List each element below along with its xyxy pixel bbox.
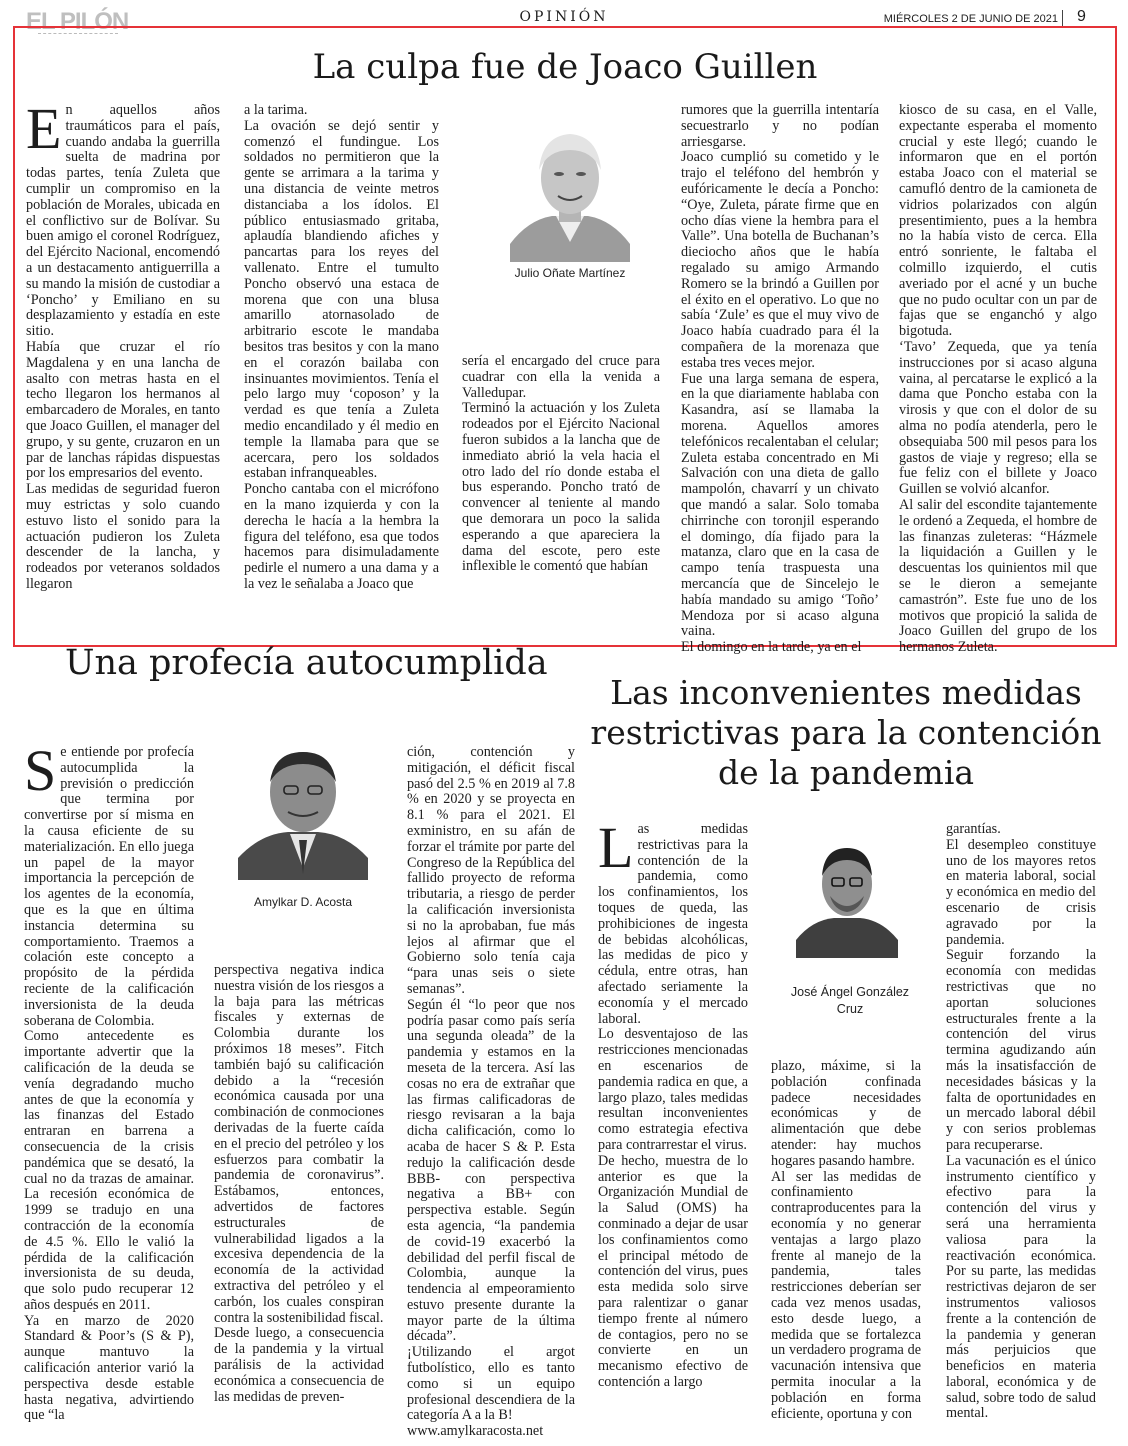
paragraph: plazo, máxime, si la población confinada padece necesidades económicas y de alimentación que debe atender: hay muchos hogares pasando hambre. [771, 1058, 921, 1169]
author-byline: Amylkar D. Acosta [253, 895, 353, 909]
article-column-5 [899, 103, 1097, 656]
paragraph: kiosco de su casa, en el Valle, expectante esperaba el momento crucial y este llegó; cuando le informaron que en el portón estaba Joaco con el material se camufló dentro de la camioneta de vidrios polarizados con algún presentimiento, pues a la hembra no la había visto de cerca. Ella entró sonriente, le faltaba el colmillo izquierdo, el cutis averiado por el acné y un buche que no pudo ocultar con un par de fajas que se enganchó y algo bigotuda. [899, 102, 1097, 340]
drop-cap: S [24, 738, 57, 803]
website-link[interactable]: www.amylkaracosta.net [407, 1423, 544, 1440]
paragraph: Lo desventajoso de las restricciones mencionadas en escenarios de pandemia radica en que, a largo plazo, tales medidas resultan inconvenientes como estrategia efectiva para contrarrestar el virus. [598, 1026, 748, 1153]
author-photo [238, 742, 368, 880]
paragraph: De hecho, muestra de lo anterior es que la Organización Mundial de la Salud (OMS) ha conminado a dejar de usar los confinamientos como el principal método de contención del virus, pues esta medida solo sirve para ralentizar o ganar tiempo frente al número de contagios, pero no se convierte en un mecanismo efectivo de contención a largo [598, 1152, 748, 1390]
paragraph: e entiende por profecía autocumplida la previsión o predicción que termina por convertirse por sí misma en la causa eficiente de su materialización. En ello juega un papel de la mayor importancia la percepción de los agentes de la economía, que es la que en última instancia determina su comportamiento. Traemos a colación este concepto a propósito de la pérdida reciente de la calificación inversionista de la deuda soberana de Colombia. [24, 744, 194, 1029]
issue-date: MIÉRCOLES 2 DE JUNIO DE 2021 [883, 13, 1058, 25]
paragraph: as medidas restrictivas para la contención de la pandemia, como los confinamientos, los toques de queda, las prohibiciones de ingesta de bebidas alcohólicas, las medidas de pico y cédula, entre otras, han afectado seriamente la economía y el mercado laboral. [598, 821, 748, 1027]
newspaper-logo: EL PILÓN [26, 8, 129, 35]
author-photo [796, 840, 898, 958]
author-byline [770, 984, 930, 1018]
paragraph: ción, contención y mitigación, el déficit fiscal pasó del 2.5 % en 2019 al 7.8 % en 2020 y se proyecta en 8.1 % para el 2021. El exministro, en su afán de forzar el trámite por parte del Congreso de la República del fallido proyecto de reforma tributaria, a riesgo de perder la calificación inversionista si no la aprobaban, fue más lejos al afirmar que el Gobierno solo tenía caja “para unas seis o siete semanas”. [407, 744, 575, 997]
paragraph: La vacunación es el único instrumento científico y efectivo para la contención del virus y será una herramienta valiosa para la reactivación económica. Por su parte, las medidas restrictivas dejaron de ser instrumentos valiosos frente a la contención de la pandemia y generan más perjuicios que beneficios en materia laboral, económica y de salud, sobre todo de salud mental. [946, 1152, 1096, 1422]
paragraph: El desempleo constituye uno de los mayores retos en materia laboral, social y económica en medio del escenario de crisis agravado por la pandemia. [946, 836, 1096, 948]
paragraph: Como antecedente es importante advertir que la calificación de la deuda se venía degradando mucho antes de que la economía y las finanzas del Estado entraran en barrena a consecuencia de la crisis pandémica que se desató, la cual no da trazas de amainar. La recesión económica de 1999 se tradujo en una contracción de la economía de 4.5 %. Ello le valió la pérdida de la calificación inversionista de su deuda, que solo pudo recuperar 12 años después en 2011. [24, 1028, 194, 1313]
author-byline: Julio Oñate Martínez [514, 266, 626, 280]
article-column-4 [681, 103, 879, 656]
paragraph: Seguir forzando la economía con medidas restrictivas que no aportan soluciones estructurales frente a la contención del virus termina agudizando aún más la insatisfacción de necesidades básicas y la falta de oportunidades en un mercado laboral débil y con serios problemas para recuperarse. [946, 947, 1096, 1153]
paragraph: a la tarima. [244, 102, 308, 118]
title-line: Las inconvenientes medidas [610, 673, 1082, 712]
paragraph: Desde luego, a consecuencia de la pandemia y la virtual parálisis de la actividad económica a consecuencia de las medidas de preven- [214, 1325, 384, 1405]
author-photo [510, 122, 630, 262]
article-column-3 [462, 354, 660, 575]
article-column-3 [946, 822, 1096, 1422]
paragraph: garantías. [946, 821, 1001, 837]
article-title [590, 673, 1102, 793]
paragraph: Terminó la actuación y los Zuleta rodeados por el Ejército Nacional fueron subidos a la lancha que de inmediato abrió la vela hacia el otro lado del río donde estaba el bus esperando. Poncho trató de convencer al teniente al mando que demorara un poco la salida esperando a que apareciera la dama del escote, pero este inflexible le comentó que habían [462, 400, 660, 575]
article-title: Una profecía autocumplida [65, 643, 548, 683]
article-column-3 [407, 745, 575, 1440]
paragraph: Fue una larga semana de espera, en la que diariamente hablaba con Kasandra, así se llamaba la morena. Aquellos amores telefónicos recalentaban el celular; Zuleta estaba concentrado en Mi Salvación con una dieta de gallo mampolón, chavarrí y un chivato que mandó a salar. Solo tomaba chirrinche con toronjil esperando el domingo, día fijado para la matanza, claro que en la casa de campo tenía traspuesta una mercancía que de Sincelejo le había mandado su amigo ‘Toño’ Mendoza por si acaso alguna vaina. [681, 370, 879, 640]
author-name-line: José Ángel González [790, 985, 910, 999]
paragraph: perspectiva negativa indica nuestra visión de los riesgos a la baja para las métricas fiscales y externas de Colombia durante los próximos 18 meses”. Fitch también bajó su calificación debido a la “recesión económica causada por una combinación de conmociones derivadas de la fuerte caída en el precio del petróleo y los esfuerzos para combatir la pandemia de coronavirus”. Estábamos, entonces, advertidos de factores estructurales de vulnerabilidad ligados a la excesiva dependencia de la economía de la actividad extractiva del petróleo y el carbón, los cuales conspiran contra la sostenibilidad fiscal. [214, 962, 384, 1326]
paragraph: Joaco cumplió su cometido y le trajo el teléfono del hembrón y eufóricamente le decía a Poncho: “Oye, Zuleta, párate firme que en ocho días viene la hembra para el Valle”. Una botella de Buchanan’s dieciocho años que le había regalado su amigo Armando Romero se la brindó a Guillen por el éxito en el operativo. Lo que no sabía ‘Zule’ es que el muy vivo de Joaco había cuadrado para él la compañera de la morenaza que estaba tres veces mejor. [681, 149, 879, 371]
paragraph: ¡Utilizando el argot futbolístico, ello es tanto como si un equipo profesional descendiera de la categoría A a la B! [407, 1344, 575, 1424]
paragraph: Ya en marzo de 2020 Standard & Poor’s (S & P), aunque mantuvo la calificación anterior varió la perspectiva desde estable hasta negativa, advirtiendo que “la [24, 1312, 194, 1424]
header-divider [1062, 10, 1063, 26]
title-line: de la pandemia [717, 753, 975, 792]
paragraph: Al salir del escondite tajantemente le ordenó a Zequeda, el hombre de las finanzas zuleteras: “Házmele la liquidación a Guillen y le descuentas los quinientos mil que se le dieron a semejante camastrón”. Este fue uno de los motivos que propició la salida de Joaco Guillen del grupo de los hermanos Zuleta. [899, 496, 1097, 656]
paragraph: Las medidas de seguridad fueron muy estrictas y solo cuando estuvo listo el sonido para la actuación pudieron los Zuleta descender de la lancha, y rodeados por veteranos soldados llegaron [26, 481, 220, 592]
article-column-1 [598, 815, 748, 1391]
article-column-1 [26, 96, 220, 593]
paragraph: n aquellos años traumáticos para el país, cuando andaba la guerrilla suelta de madrina por todas partes, tenía Zuleta que cumplir un compromiso en la población de Morales, ubicada en el conflictivo sur de Bolívar. Su buen amigo el coronel Rodríguez, del Ejército Nacional, encomendó a un destacamento antiguerrilla a su mando la misión de custodiar a ‘Poncho’ y Emiliano en su desplazamiento y estadía en este sitio. [26, 102, 220, 340]
author-name-line: Cruz [836, 1002, 864, 1016]
page-number: 9 [1077, 8, 1086, 25]
paragraph: Había que cruzar el río Magdalena y en una lancha de asalto con metras hasta en el techo llegaron los hermanos al embarcadero de Morales, en tanto que Joaco Guillen, el manager del grupo, y su gente, cruzaron en un par de lanchas rápidas dispuestas por los empresarios del evento. [26, 338, 220, 482]
paragraph: Al ser las medidas de confinamiento contraproducentes para la economía y no generar ventajas a largo plazo frente al manejo de la pandemia, tales restricciones deberían ser cada vez menos usadas, esto desde luego, a medida que se fortalezca un verdadero programa de vacunación intensiva que permita inocular a la población en forma eficiente, oportuna y con [771, 1168, 921, 1422]
article-column-2 [244, 103, 439, 593]
article-title: La culpa fue de Joaco Guillen [312, 47, 818, 87]
title-line: restrictivas para la contención [590, 713, 1102, 752]
paragraph: Poncho cantaba con el micrófono en la mano izquierda y con la derecha le hacía a la hembra la figura del teléfono, esa que todos hacemos para disimuladamente pedirle el numero a una dama y a la vez le señalaba a Joaco que [244, 481, 439, 592]
paragraph: sería el encargado del cruce para cuadrar con ella la venida a Valledupar. [462, 353, 660, 401]
drop-cap: L [598, 815, 634, 880]
article-column-2 [771, 1059, 921, 1422]
paragraph: El domingo en la tarde, ya en el [681, 639, 862, 656]
paragraph: Según él “lo peor que nos podría pasar como país sería una segunda oleada” de la pandemia y estamos en la meseta de la tercera. Así las cosas no era de extrañar que las firmas calificadoras de riesgo revisaran a la baja dicha calificación, como lo acaba de hacer S & P. Esta redujo la calificación desde BBB- con perspectiva negativa a BB+ con perspectiva estable. Según esta agencia, “la pandemia de covid-19 exacerbó la debilidad del perfil fiscal de Colombia, aunque la tendencia al empeoramiento estuvo presente durante la mayor parte de la última década”. [407, 996, 575, 1345]
drop-cap: E [26, 96, 62, 161]
paragraph: La ovación se dejó sentir y comenzó el fundingue. Los soldados no permitieron que la gente se arrimara a la tarima y una distancia de veinte metros distanciaba a los ídolos. El público entusiasmado gritaba, aplaudía blandiendo afiches y pancartas para los reyes del vallenato. Entre el tumulto Poncho observó una estaca de morena que con una blusa amarillo atornasolado de arbitrario escote le mandaba besitos tras besitos y con la mano en el corazón bailaba con insinuantes movimientos. Tenía el pelo largo muy ‘coposon’ y la verdad es que tenía a Zuleta medio encandilado y él medio en temple la llamaba para que se acercara, pero los soldados estaban infranqueables. [244, 117, 439, 482]
article-column-1 [24, 738, 194, 1424]
paragraph: rumores que la guerrilla intentaría secuestrarlo y no podían arriesgarse. [681, 102, 879, 150]
article-column-2 [214, 963, 384, 1405]
paragraph: ‘Tavo’ Zequeda, que ya tenía instrucciones por si acaso alguna vaina, al percatarse le explicó a la dama que Poncho estaba con la virosis y que con el dolor de su alma no podía atenderla, pero le obsequiaba 500 mil pesos para los gastos de viaje y regreso; ella se fue feliz con el billete y Joaco Guillen se volvió alcanfor. [899, 338, 1097, 498]
section-title: OPINIÓN [519, 9, 609, 25]
